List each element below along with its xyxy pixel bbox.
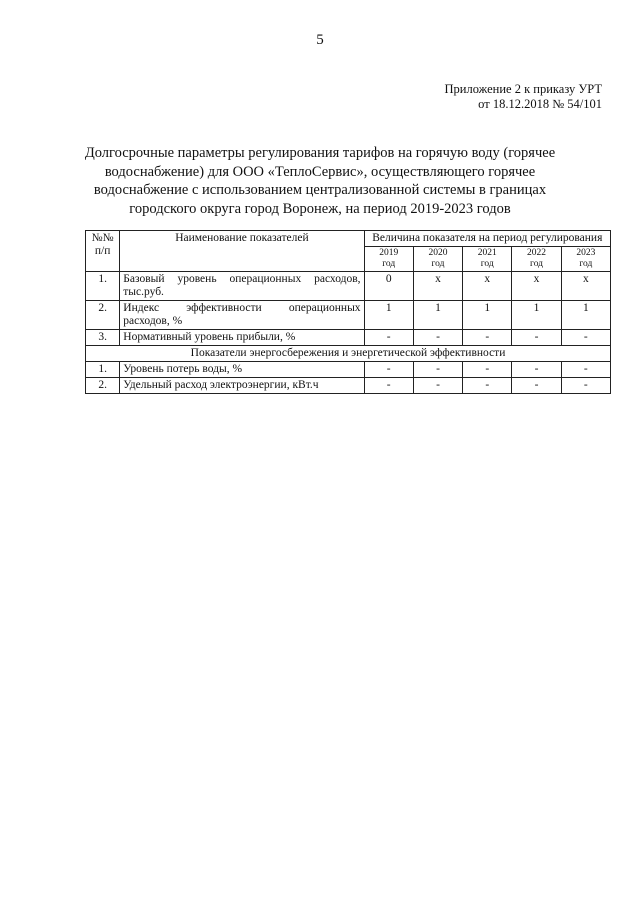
page-number: 5 xyxy=(316,32,324,48)
row-value: 1 xyxy=(413,301,462,330)
row-value: 1 xyxy=(512,301,561,330)
row-value: х xyxy=(463,272,512,301)
year-unit: год xyxy=(382,259,396,269)
title-line: водоснабжение с использованием централизованной системы в границах xyxy=(93,182,547,198)
row-value: - xyxy=(413,330,462,346)
row-value: - xyxy=(512,330,561,346)
row-value: 0 xyxy=(364,272,413,301)
year-header xyxy=(512,247,561,272)
year-header xyxy=(364,247,413,272)
table-row xyxy=(86,330,611,346)
appendix-reference xyxy=(445,82,603,112)
appendix-order-line: от 18.12.2018 № 54/101 xyxy=(478,97,602,111)
table-row xyxy=(86,362,611,378)
year-header xyxy=(463,247,512,272)
table-row xyxy=(86,272,611,301)
row-value: - xyxy=(512,378,561,394)
row-number: 1. xyxy=(86,362,120,378)
row-value: - xyxy=(364,378,413,394)
row-indicator-name: Индекс эффективности операционных расходов, % xyxy=(120,301,364,330)
year-header xyxy=(413,247,462,272)
year-unit: год xyxy=(579,259,593,269)
table-section-row xyxy=(86,346,611,362)
row-value: х xyxy=(561,272,610,301)
row-number: 2. xyxy=(86,378,120,394)
row-value: 1 xyxy=(364,301,413,330)
header-number: №№ п/п xyxy=(86,231,120,272)
row-value: - xyxy=(561,378,610,394)
row-value: - xyxy=(364,330,413,346)
title-line: водоснабжение) для ООО «ТеплоСервис», осуществляющего горячее xyxy=(104,163,536,180)
row-value: х xyxy=(413,272,462,301)
parameters-table xyxy=(85,230,611,394)
row-number: 2. xyxy=(86,301,120,330)
header-indicator-value: Величина показателя на период регулирования xyxy=(364,231,610,247)
row-value: - xyxy=(561,362,610,378)
title-line: Долгосрочные параметры регулирования тарифов на горячую воду (горячее xyxy=(84,145,556,161)
document-title xyxy=(80,144,560,218)
row-value: - xyxy=(463,362,512,378)
year-unit: год xyxy=(431,259,445,269)
year-header xyxy=(561,247,610,272)
row-value: - xyxy=(463,378,512,394)
title-line: городского округа город Воронеж, на период 2019-2023 годов xyxy=(129,200,511,217)
row-indicator-name: Уровень потерь воды, % xyxy=(120,362,364,378)
appendix-line: Приложение 2 к приказу УРТ xyxy=(444,82,602,96)
year-value: 2019 xyxy=(379,248,399,258)
year-unit: год xyxy=(530,259,544,269)
year-value: 2022 xyxy=(527,248,547,258)
row-indicator-name: Нормативный уровень прибыли, % xyxy=(120,330,364,346)
header-indicator-name: Наименование показателей xyxy=(120,231,364,272)
row-value: - xyxy=(463,330,512,346)
row-indicator-name: Удельный расход электроэнергии, кВт.ч xyxy=(120,378,364,394)
table-header-row xyxy=(86,231,611,247)
row-value: 1 xyxy=(463,301,512,330)
row-value: - xyxy=(413,378,462,394)
year-value: 2020 xyxy=(428,248,448,258)
row-indicator-name: Базовый уровень операционных расходов, тыс.руб. xyxy=(120,272,364,301)
year-unit: год xyxy=(480,259,494,269)
section-title: Показатели энергосбережения и энергетической эффективности xyxy=(86,346,611,362)
year-value: 2023 xyxy=(576,248,596,258)
table-row xyxy=(86,301,611,330)
row-number: 1. xyxy=(86,272,120,301)
table-row xyxy=(86,378,611,394)
row-value: - xyxy=(413,362,462,378)
row-number: 3. xyxy=(86,330,120,346)
year-value: 2021 xyxy=(477,248,497,258)
row-value: - xyxy=(364,362,413,378)
row-value: 1 xyxy=(561,301,610,330)
row-value: - xyxy=(561,330,610,346)
row-value: х xyxy=(512,272,561,301)
row-value: - xyxy=(512,362,561,378)
